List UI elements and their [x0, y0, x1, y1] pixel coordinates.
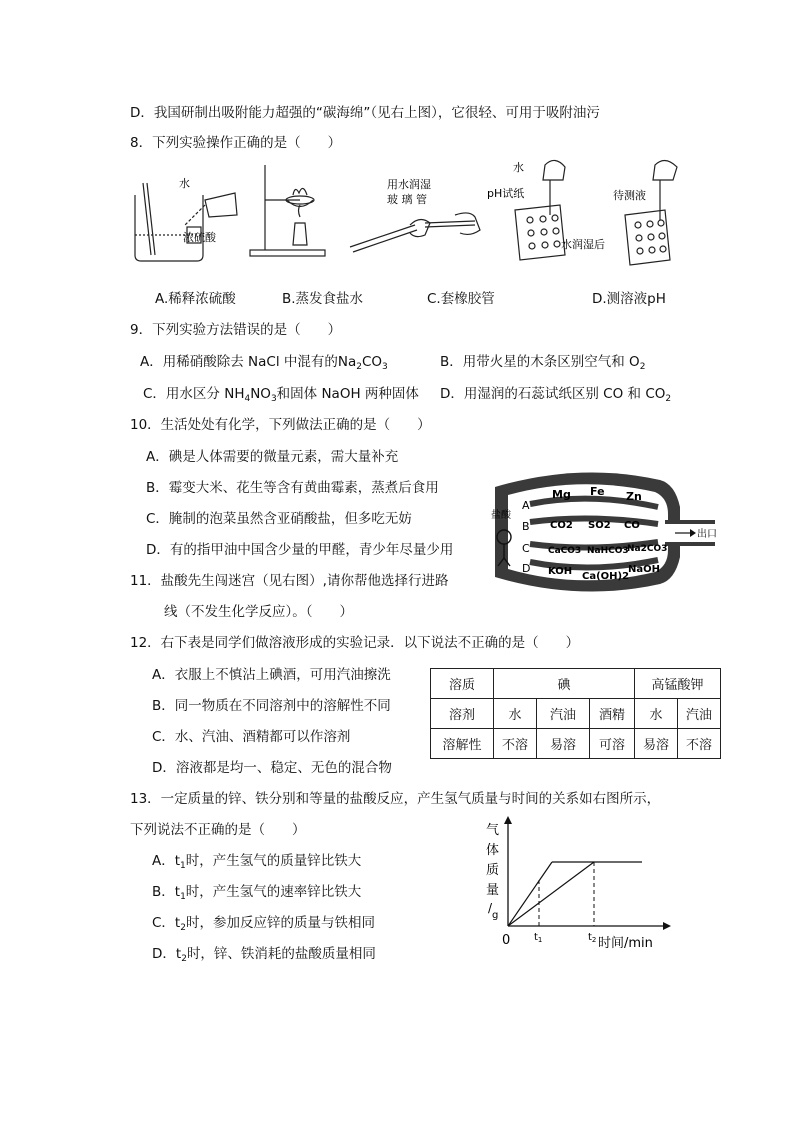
y-label-1: 气 [486, 823, 500, 838]
table-cell: 不溶 [494, 729, 537, 759]
figure-d-ph-wet [515, 160, 565, 260]
q10-option-c: C．腌制的泡菜虽然含亚硝酸盐，但多吃无妨 [146, 511, 412, 527]
label-glass-tube: 玻 璃 管 [387, 193, 427, 206]
origin-label: 0 [502, 933, 511, 948]
q8-option-a: A.稀释浓硫酸 [155, 291, 236, 307]
table-cell: 溶质 [431, 669, 494, 699]
table-cell: 水 [635, 699, 678, 729]
q7-option-d: D．我国研制出吸附能力超强的“碳海绵”（见右上图），它很轻、可用于吸附油污 [130, 105, 600, 121]
label-ph-paper: pH试纸 [487, 187, 525, 200]
q13-stem-2: 下列说法不正确的是（ ） [130, 822, 306, 838]
q12-stem: 12．右下表是同学们做溶液形成的实验记录．以下说法不正确的是（ ） [130, 635, 580, 651]
y-label-2: 体 [486, 843, 500, 858]
label-test-solution: 待测液 [613, 189, 646, 202]
q13-option-a: A．$t_1$时，产生氢气的质量锌比铁大 [152, 853, 362, 871]
q9-option-d: D．用湿润的石蕊试纸区别 CO 和 $CO_2$ [440, 386, 672, 404]
maze-path-a: A [522, 499, 530, 512]
q9-option-b: B．用带火星的木条区别空气和 $O_2$ [440, 354, 646, 372]
solubility-table [430, 668, 721, 759]
q10-option-b: B．霉变大米、花生等含有黄曲霉素，蒸煮后食用 [146, 480, 439, 496]
q12-option-a: A．衣服上不慎沾上碘酒，可用汽油擦洗 [152, 667, 391, 683]
table-cell: 不溶 [678, 729, 721, 759]
table-cell: 溶剂 [431, 699, 494, 729]
figure-b-evaporation [250, 165, 325, 256]
maze-b-2: SO2 [588, 520, 611, 531]
table-row [431, 699, 721, 729]
table-cell: 汽油 [678, 699, 721, 729]
q8-option-c: C.套橡胶管 [427, 291, 495, 307]
maze-c-2: NaHCO3 [587, 546, 629, 556]
maze-a-2: Fe [590, 485, 605, 498]
label-after-wet: 水润湿后 [561, 238, 605, 251]
q11-stem-1: 11．盐酸先生闯迷宫（见右图）,请你帮他选择行进路 [130, 573, 449, 589]
q12-option-b: B．同一物质在不同溶剂中的溶解性不同 [152, 698, 391, 714]
table-cell: 易溶 [537, 729, 590, 759]
iron-line [508, 862, 594, 926]
maze-d-1: KOH [548, 566, 573, 577]
t1-label: $t_1$ [534, 932, 543, 944]
figure-a-dilution [135, 183, 237, 261]
maze-c-3: Na2CO3 [627, 544, 668, 554]
maze-d-2: Ca(OH)2 [582, 571, 630, 582]
q8-option-d: D.测溶液pH [592, 291, 666, 307]
q8-stem: 8．下列实验操作正确的是（ ） [130, 135, 342, 151]
q10-option-d: D．有的指甲油中国含少量的甲醛，青少年尽量少用 [146, 542, 454, 558]
maze-b-1: CO2 [550, 520, 573, 531]
q12-option-d: D．溶液都是均一、稳定、无色的混合物 [152, 760, 392, 776]
table-cell: 溶解性 [431, 729, 494, 759]
maze-a-1: Mg [552, 488, 571, 501]
q13-option-c: C．$t_2$时，参加反应锌的质量与铁相同 [152, 915, 375, 933]
table-row [431, 729, 721, 759]
y-label-3: 质 [486, 863, 500, 878]
table-cell: 易溶 [635, 729, 678, 759]
figure-c-rubber-tube [350, 213, 480, 252]
q10-stem: 10．生活处处有化学，下列做法正确的是（ ） [130, 417, 431, 433]
label-wet-with-water: 用水润湿 [387, 178, 431, 191]
q8-figures [125, 155, 685, 270]
maze-exit-label: 出口 [697, 529, 717, 540]
y-label-4: 量 [486, 883, 500, 898]
q10-option-a: A．碘是人体需要的微量元素，需大量补充 [146, 449, 399, 465]
zinc-line [508, 862, 552, 926]
q8-option-b: B.蒸发食盐水 [282, 291, 364, 307]
q9-option-a: A．用稀硝酸除去 NaCl 中混有的$Na_2CO_3$ [140, 354, 388, 372]
hydrogen-graph [480, 814, 680, 954]
maze-path-b: B [522, 520, 530, 533]
q13-option-b: B．$t_1$时，产生氢气的速率锌比铁大 [152, 884, 362, 902]
label-conc-acid: 浓硫酸 [183, 231, 216, 244]
maze-path-d: D [522, 562, 531, 575]
table-cell: 碘 [494, 669, 635, 699]
q13-stem-1: 13．一定质量的锌、铁分别和等量的盐酸反应，产生氢气质量与时间的关系如右图所示， [130, 791, 661, 807]
table-cell: 酒精 [590, 699, 635, 729]
q13-option-d: D．$t_2$时，锌、铁消耗的盐酸质量相同 [152, 946, 376, 964]
maze-c-1: CaCO3 [548, 546, 582, 556]
table-cell: 高锰酸钾 [635, 669, 721, 699]
q9-option-c: C．用水区分 $NH_4NO_3$和固体 NaOH 两种固体 [143, 386, 419, 404]
maze-d-3: NaOH [628, 564, 660, 575]
x-label: 时间/min [598, 936, 653, 951]
y-slash: / [488, 901, 493, 915]
maze-path-c: C [522, 542, 530, 555]
maze-figure [490, 462, 720, 602]
maze-acid-label: 盐酸 [491, 510, 511, 521]
maze-a-3: Zn [626, 490, 642, 503]
table-cell: 水 [494, 699, 537, 729]
q12-option-c: C．水、汽油、酒精都可以作溶剂 [152, 729, 351, 745]
table-row [431, 669, 721, 699]
table-cell: 汽油 [537, 699, 590, 729]
label-water: 水 [179, 177, 190, 190]
y-unit: g [492, 910, 499, 921]
figure-d-ph-test [625, 160, 677, 265]
t2-label: $t_2$ [588, 932, 597, 944]
q9-stem: 9．下列实验方法错误的是（ ） [130, 322, 342, 338]
table-cell: 可溶 [590, 729, 635, 759]
q11-stem-2: 线（不发生化学反应）。（ ） [164, 604, 353, 620]
maze-b-3: CO [624, 520, 640, 531]
label-water-2: 水 [513, 161, 524, 174]
